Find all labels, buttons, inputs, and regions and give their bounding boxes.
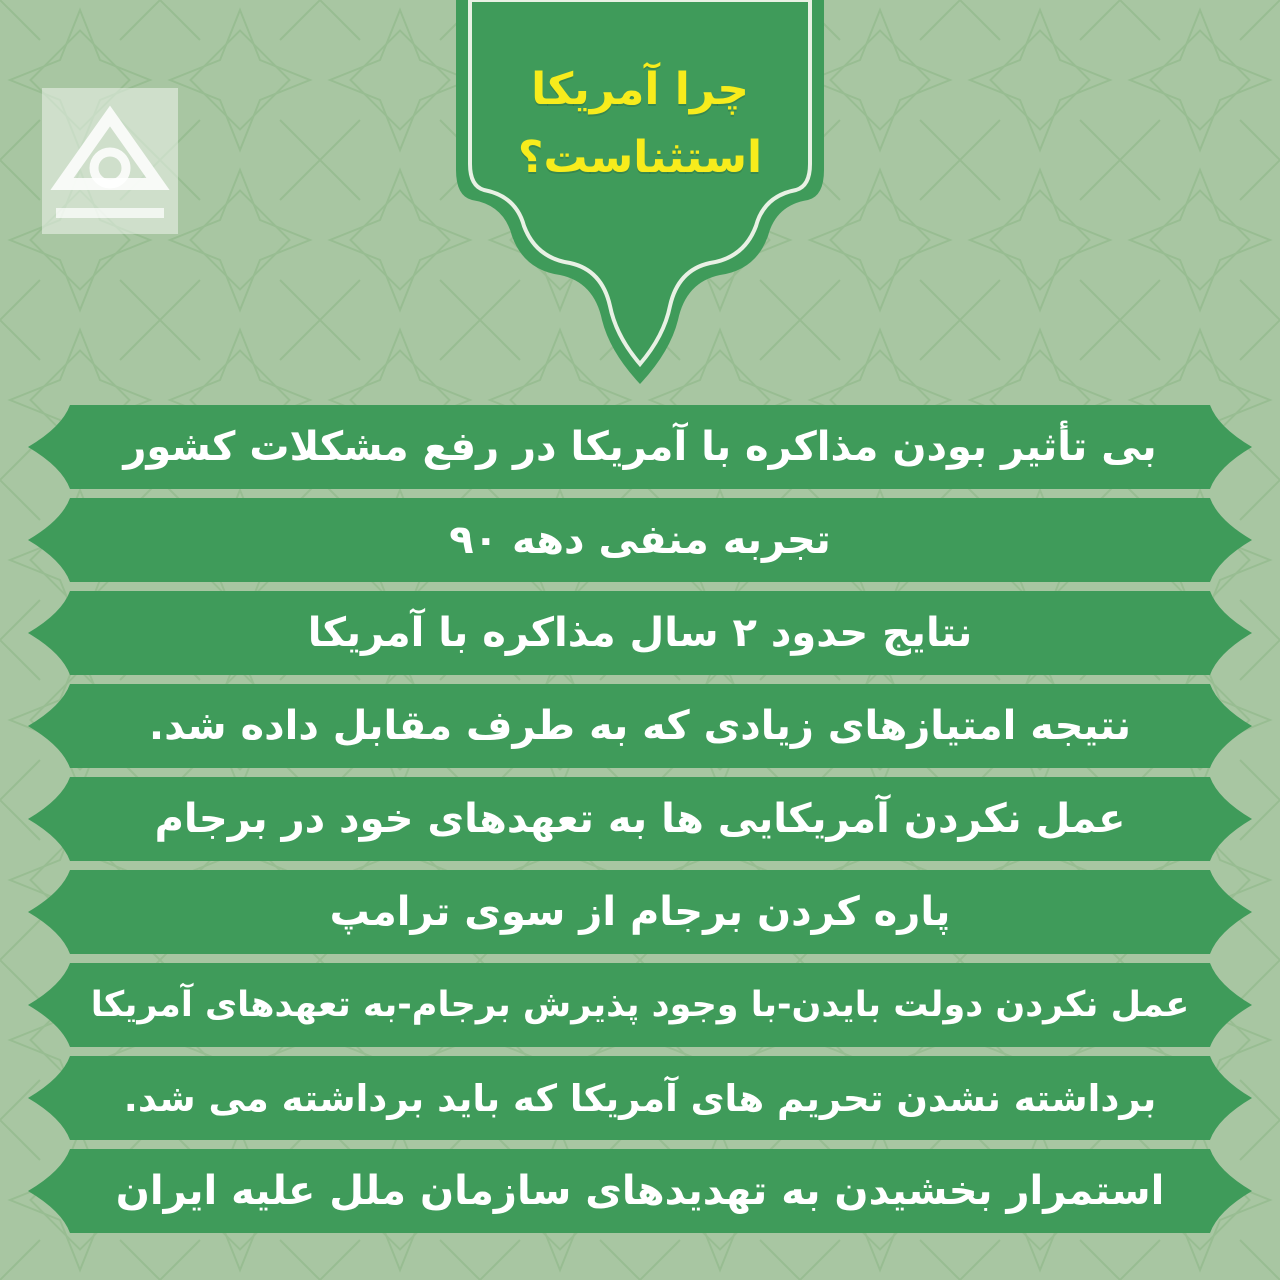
list-item-text: تجربه منفی دهه ۹۰ bbox=[449, 517, 831, 563]
title-block bbox=[446, 56, 834, 192]
title-line-2: استثناست؟ bbox=[517, 132, 763, 183]
list-item bbox=[0, 777, 1280, 861]
list-item-text: نتیجه امتیازهای زیادی که به طرف مقابل داده شد. bbox=[148, 703, 1132, 749]
reasons-list bbox=[0, 405, 1280, 1242]
list-item bbox=[0, 1149, 1280, 1233]
list-item bbox=[0, 498, 1280, 582]
list-item bbox=[0, 963, 1280, 1047]
logo-mark-icon bbox=[42, 88, 178, 234]
list-item bbox=[0, 870, 1280, 954]
list-item bbox=[0, 684, 1280, 768]
list-item-text: استمرار بخشیدن به تهدیدهای سازمان ملل علیه ایران bbox=[115, 1168, 1165, 1214]
title-line-1: چرا آمریکا bbox=[531, 64, 749, 115]
list-item-text: عمل نکردن آمریکایی ها به تعهدهای خود در برجام bbox=[154, 796, 1126, 842]
list-item-text: نتایج حدود ۲ سال مذاکره با آمریکا bbox=[307, 610, 973, 656]
list-item bbox=[0, 591, 1280, 675]
publisher-logo bbox=[42, 88, 178, 234]
list-item-text: عمل نکردن دولت بایدن-با وجود پذیرش برجام-به تعهدهای آمریکا bbox=[90, 985, 1190, 1025]
list-item-text: پاره کردن برجام از سوی ترامپ bbox=[329, 889, 951, 935]
list-item-text: بی تأثیر بودن مذاکره با آمریکا در رفع مشکلات کشور bbox=[123, 424, 1157, 470]
list-item bbox=[0, 1056, 1280, 1140]
title-badge bbox=[436, 0, 844, 388]
list-item-text: برداشته نشدن تحریم های آمریکا که باید برداشته می شد. bbox=[123, 1076, 1157, 1120]
list-item bbox=[0, 405, 1280, 489]
